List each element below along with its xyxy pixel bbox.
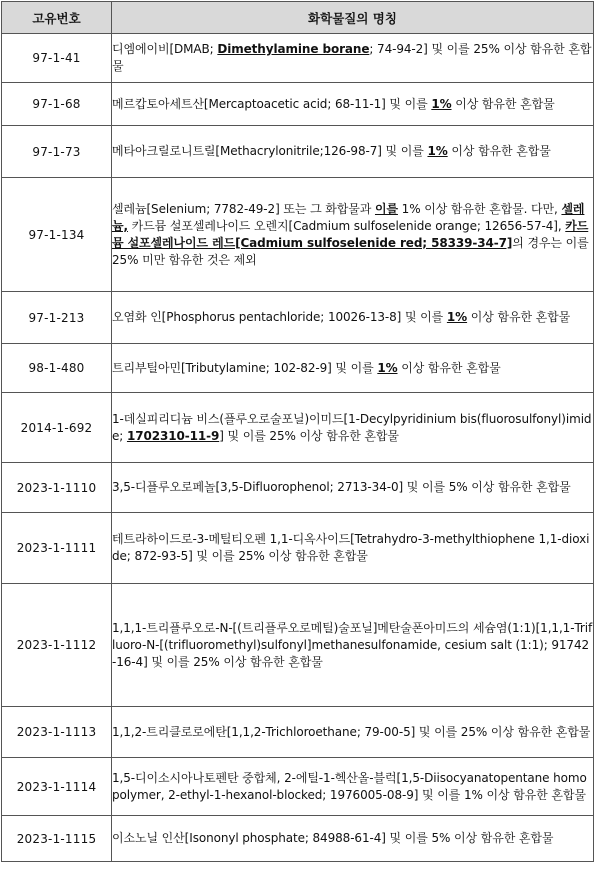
- row-id: 2023-1-1115: [2, 816, 112, 862]
- name-text: 테트라하이드로-3-메틸티오펜 1,1-디옥사이드[Tetrahydro-3-methylthiophene 1,1-dioxide; 872-93-5] 및 이를 25% 이상 함유한 혼합물: [112, 532, 590, 563]
- row-name: [112, 758, 594, 816]
- name-text: 트리부틸아민[Tributylamine; 102-82-9] 및 이를: [112, 360, 378, 375]
- highlighted-text: 1702310-11-9: [126, 428, 220, 443]
- table-row: [2, 584, 594, 707]
- header-id: 고유번호: [2, 2, 112, 34]
- row-name: [112, 816, 594, 862]
- table-row: [2, 344, 594, 393]
- row-name: [112, 344, 594, 393]
- table-row: [2, 513, 594, 584]
- highlighted-text: 1%: [377, 360, 398, 375]
- row-name: [112, 34, 594, 83]
- name-text: 1,1,2-트리클로로에탄[1,1,2-Trichloroethane; 79-00-5] 및 이를 25% 이상 함유한 혼합물: [112, 724, 591, 739]
- highlighted-text: 1%: [446, 310, 468, 324]
- name-text: 의 경우는 이를 25% 미만 함유한 것은 제외: [112, 235, 589, 267]
- name-text: 이상 함유한 혼합물: [467, 310, 571, 324]
- row-id: 2023-1-1113: [2, 707, 112, 758]
- table-row: [2, 707, 594, 758]
- highlighted-text: 1%: [427, 144, 448, 158]
- table-row: [2, 463, 594, 513]
- row-name: [112, 126, 594, 178]
- chemical-registry-table: [1, 1, 594, 862]
- row-id: 97-1-68: [2, 83, 112, 126]
- row-name: [112, 513, 594, 584]
- table-row: [2, 83, 594, 126]
- name-text: 이상 함유한 혼합물: [451, 96, 555, 111]
- name-text: 1-데실피리디늄 비스(플루오로술포닐)이미드[1-Decylpyridinium bis(fluorosulfonyl)imide;: [112, 411, 592, 443]
- name-text: ] 및 이를 25% 이상 함유한 혼합물: [219, 428, 399, 443]
- row-name: [112, 584, 594, 707]
- highlighted-text: 이를: [374, 201, 398, 216]
- name-text: 이상 함유한 혼합물: [447, 144, 551, 158]
- name-text: 디엠에이비[DMAB;: [112, 42, 218, 56]
- row-name: [112, 292, 594, 344]
- row-id: 97-1-73: [2, 126, 112, 178]
- name-text: 1,5-디이소시아나토펜탄 중합체, 2-에틸-1-헥산올-블럭[1,5-Diisocyanatopentane homopolymer, 2-ethyl-1-hexanol-blocked; 1976005-08-9] 및 이를 1% 이상 함유한 혼합물: [112, 770, 587, 802]
- row-name: [112, 707, 594, 758]
- name-text: 카드뮴 설포셀레나이드 오렌지[Cadmium sulfoselenide orange; 12656-57-4],: [127, 218, 566, 233]
- highlighted-text: Dimethylamine borane: [217, 42, 370, 56]
- row-id: 98-1-480: [2, 344, 112, 393]
- row-id: 2023-1-1110: [2, 463, 112, 513]
- name-text: 셀레늄[Selenium; 7782-49-2] 또는 그 화합물과: [112, 201, 375, 216]
- table-row: [2, 393, 594, 463]
- row-name: [112, 83, 594, 126]
- name-text: 3,5-디플루오로페놀[3,5-Difluorophenol; 2713-34-0] 및 이를 5% 이상 함유한 혼합물: [112, 480, 571, 494]
- table-row: [2, 126, 594, 178]
- highlighted-text: 카드뮴 설포셀레나이드 레드[Cadmium sulfoselenide red; 58339-34-7]: [112, 218, 589, 250]
- row-id: 2014-1-692: [2, 393, 112, 463]
- row-id: 2023-1-1114: [2, 758, 112, 816]
- name-text: 메타아크릴로니트릴[Methacrylonitrile;126-98-7] 및 이를: [112, 144, 428, 158]
- row-name: [112, 178, 594, 292]
- name-text: 이상 함유한 혼합물: [397, 360, 501, 375]
- table-row: [2, 178, 594, 292]
- row-id: 2023-1-1111: [2, 513, 112, 584]
- row-id: 97-1-134: [2, 178, 112, 292]
- name-text: ; 74-94-2] 및 이를 25% 이상 함유한 혼합물: [112, 42, 592, 73]
- name-text: 이소노닐 인산[Isononyl phosphate; 84988-61-4] 및 이를 5% 이상 함유한 혼합물: [112, 831, 554, 845]
- table-row: [2, 34, 594, 83]
- table-row: [2, 816, 594, 862]
- name-text: 오염화 인[Phosphorus pentachloride; 10026-13-8] 및 이를: [112, 310, 447, 324]
- row-name: [112, 463, 594, 513]
- row-id: 97-1-213: [2, 292, 112, 344]
- name-text: 1,1,1-트리플루오로-N-[(트리플루오로메틸)술포닐]메탄술폰아미드의 세슘염(1:1)[1,1,1-Trifluoro-N-[(trifluoromethyl)sulfonyl]methanesulfonamide, cesium salt (1:1); 91742-16-4] 및 이를 25% 이상 함유한 혼합물: [112, 620, 593, 669]
- row-id: 97-1-41: [2, 34, 112, 83]
- highlighted-text: 셀레늄,: [112, 201, 585, 233]
- name-text: 메르캅토아세트산[Mercaptoacetic acid; 68-11-1] 및 이를: [112, 96, 432, 111]
- name-text: 1% 이상 함유한 혼합물. 다만,: [397, 201, 562, 216]
- table-row: [2, 758, 594, 816]
- table-header-row: [2, 2, 594, 34]
- table-body: [2, 34, 594, 862]
- header-name: 화학물질의 명칭: [112, 2, 594, 34]
- row-name: [112, 393, 594, 463]
- highlighted-text: 1%: [431, 96, 452, 111]
- table-row: [2, 292, 594, 344]
- row-id: 2023-1-1112: [2, 584, 112, 707]
